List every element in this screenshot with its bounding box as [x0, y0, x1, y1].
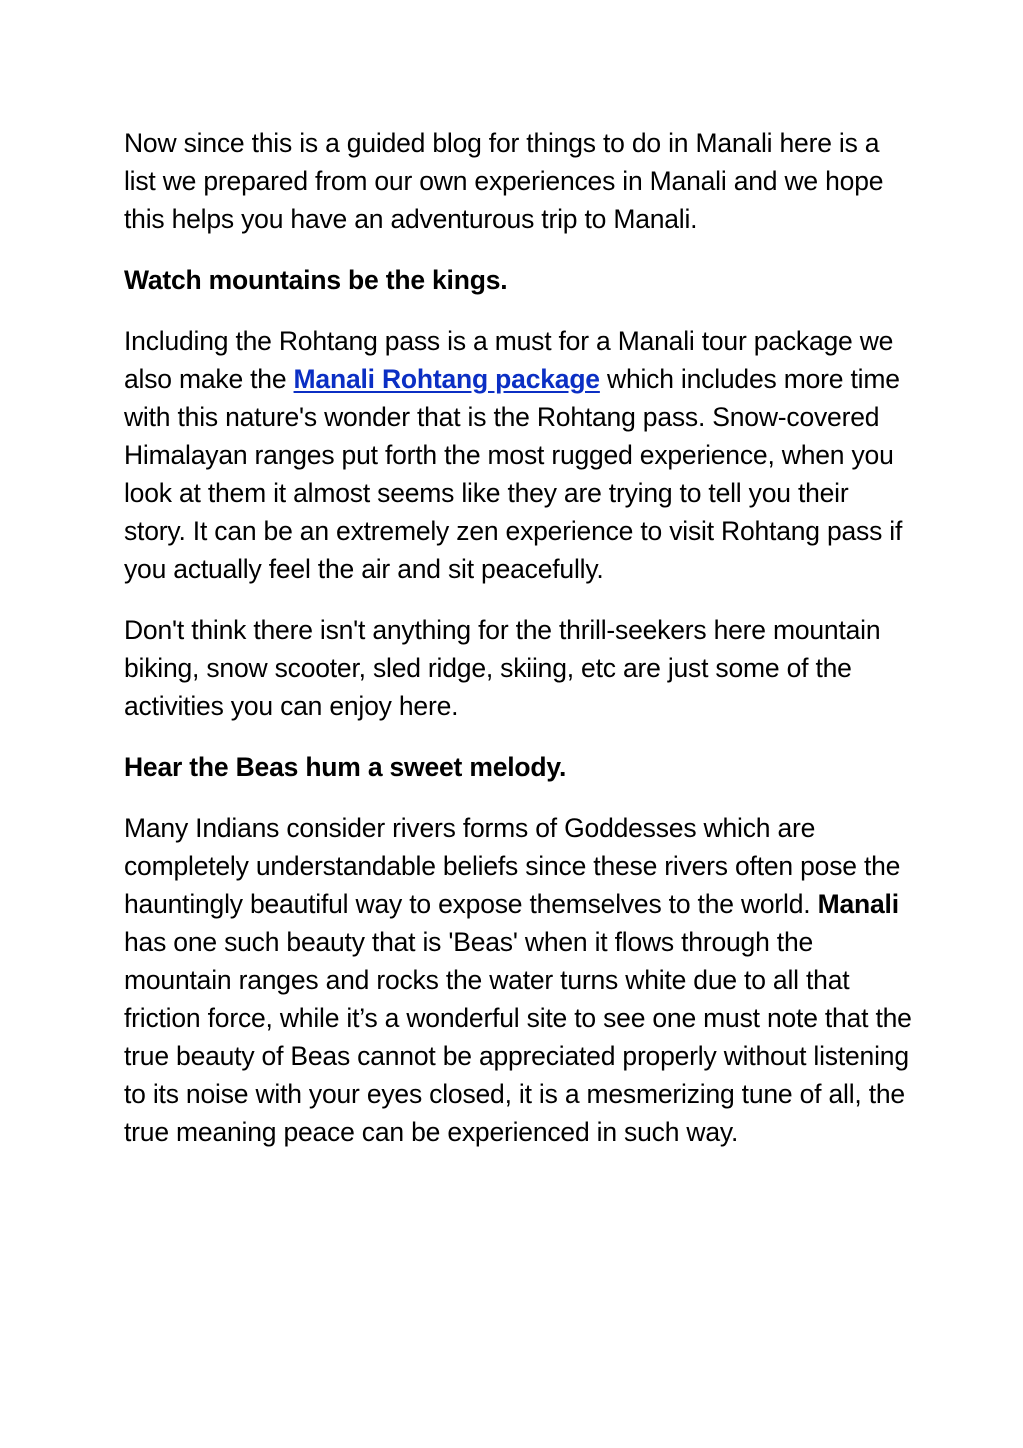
- document-page: [124, 124, 914, 1174]
- manali-rohtang-package-link[interactable]: Manali Rohtang package: [293, 364, 600, 394]
- beas-paragraph: [124, 809, 914, 1151]
- thrill-paragraph: Don't think there isn't anything for the thrill-seekers here mountain biking, snow scooter, sled ridge, skiing, etc are just some of the activities you can enjoy here.: [124, 615, 881, 721]
- intro-paragraph: Now since this is a guided blog for things to do in Manali here is a list we prepared from our own experiences in Manali and we hope this helps you have an adventurous trip to Manali.: [124, 128, 884, 234]
- beas-text-before: Many Indians consider rivers forms of Goddesses which are completely understandable beliefs since these rivers often pose the hauntingly beautiful way to expose themselves to the world.: [124, 813, 901, 919]
- rohtang-paragraph: [124, 322, 914, 588]
- manali-bold-text: Manali: [817, 889, 899, 919]
- heading-beas: Hear the Beas hum a sweet melody.: [124, 752, 567, 782]
- beas-text-after: has one such beauty that is 'Beas' when it flows through the mountain ranges and rocks the water turns white due to all that friction force, while it’s a wonderful site to see one must note that the true beauty of Beas cannot be appreciated properly without listening to its noise with your eyes closed, it is a mesmerizing tune of all, the true meaning peace can be experienced in such way.: [124, 927, 912, 1147]
- heading-mountains: Watch mountains be the kings.: [124, 265, 508, 295]
- rohtang-text-before: Including the Rohtang pass is a must for a Manali tour package we also make the: [124, 326, 894, 394]
- rohtang-text-after: which includes more time with this nature's wonder that is the Rohtang pass. Snow-covered Himalayan ranges put forth the most rugged experience, when you look at them it almost seems like they are trying to tell you their story. It can be an extremely zen experience to visit Rohtang pass if you actually feel the air and sit peacefully.: [124, 364, 903, 584]
